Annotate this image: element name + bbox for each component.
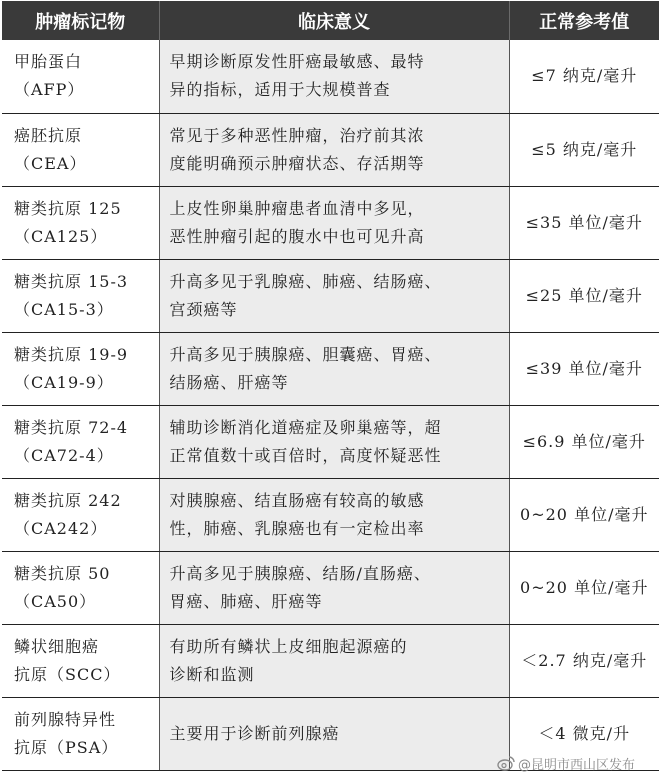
reference-value-cell: ≤39 单位/毫升 [509,332,659,405]
clinical-significance-cell [159,113,509,186]
significance-line: 早期诊断原发性肝癌最敏感、最特 [169,52,425,72]
significance-line: 升高多见于胰腺癌、胆囊癌、胃癌、 [169,344,442,364]
reference-value-cell: ≤25 单位/毫升 [509,259,659,332]
marker-name: 癌胚抗原 [14,125,83,145]
marker-abbr: （CA242） [14,518,108,538]
marker-name-cell [2,40,159,113]
marker-abbr: （CA125） [14,226,108,246]
reference-value-cell: ＜2.7 纳克/毫升 [509,624,659,697]
marker-name-cell [2,186,159,259]
reference-value-cell: ＜4 微克/升 [509,697,659,770]
table-row [2,186,659,259]
significance-line: 有助所有鳞状上皮细胞起源癌的 [169,636,408,656]
reference-value-cell: ≤5 纳克/毫升 [509,113,659,186]
marker-name-cell [2,259,159,332]
table-row [2,332,659,405]
clinical-significance-cell [159,259,509,332]
weibo-icon [497,755,515,771]
reference-value-cell: 0~20 单位/毫升 [509,551,659,624]
marker-name: 糖类抗原 19-9 [14,344,129,364]
clinical-significance-cell [159,40,509,113]
marker-name: 糖类抗原 50 [14,563,111,583]
significance-line: 正常值数十或百倍时，高度怀疑恶性 [169,445,442,465]
marker-abbr: （CEA） [14,153,87,173]
significance-line: 主要用于诊断前列腺癌 [169,723,340,743]
significance-line: 升高多见于乳腺癌、肺癌、结肠癌、 [169,271,442,291]
marker-abbr: （CA19-9） [14,372,114,392]
significance-line: 胃癌、肺癌、肝癌等 [169,591,323,611]
significance-line: 异的指标，适用于大规模普查 [169,80,391,100]
significance-line: 诊断和监测 [169,664,255,684]
marker-name-cell [2,697,159,770]
table-row [2,551,659,624]
marker-abbr: （CA15-3） [14,299,114,319]
marker-name: 糖类抗原 125 [14,198,122,218]
table-row [2,624,659,697]
marker-name-cell [2,113,159,186]
reference-value-cell: ≤6.9 单位/毫升 [509,405,659,478]
marker-abbr: （CA72-4） [14,445,114,465]
marker-name: 糖类抗原 242 [14,490,122,510]
tumor-marker-table-wrapper [2,1,659,778]
watermark-text: @昆明市西山区发布 [518,757,636,773]
header-reference-value: 正常参考值 [509,1,659,40]
reference-value-cell: 0~20 单位/毫升 [509,478,659,551]
watermark [497,750,657,776]
marker-name: 糖类抗原 15-3 [14,271,129,291]
significance-line: 升高多见于胰腺癌、结肠/直肠癌、 [169,563,431,583]
marker-name-cell [2,624,159,697]
table-row [2,113,659,186]
marker-abbr: 抗原（PSA） [14,737,119,757]
marker-abbr: （AFP） [14,80,85,100]
table-row [2,259,659,332]
significance-line: 恶性肿瘤引起的腹水中也可见升高 [169,226,425,246]
marker-name-cell [2,332,159,405]
clinical-significance-cell [159,186,509,259]
marker-name-cell [2,405,159,478]
marker-name-cell [2,478,159,551]
marker-name-cell [2,551,159,624]
clinical-significance-cell [159,551,509,624]
table-row [2,40,659,113]
table-row [2,478,659,551]
clinical-significance-cell [159,332,509,405]
clinical-significance-cell [159,478,509,551]
marker-name: 糖类抗原 72-4 [14,417,129,437]
reference-value-cell: ≤35 单位/毫升 [509,186,659,259]
significance-line: 结肠癌、肝癌等 [169,372,289,392]
significance-line: 上皮性卵巢肿瘤患者血清中多见， [169,198,425,218]
marker-abbr: （CA50） [14,591,97,611]
clinical-significance-cell [159,405,509,478]
reference-value-cell: ≤7 纳克/毫升 [509,40,659,113]
significance-line: 度能明确预示肿瘤状态、存活期等 [169,153,425,173]
clinical-significance-cell [159,697,509,770]
significance-line: 常见于多种恶性肿瘤，治疗前其浓 [169,125,425,145]
marker-abbr: 抗原（SCC） [14,664,121,684]
significance-line: 对胰腺癌、结直肠癌有较高的敏感 [169,490,425,510]
significance-line: 宫颈癌等 [169,299,238,319]
marker-name: 前列腺特异性 [14,709,117,729]
header-row [2,1,659,40]
header-marker: 肿瘤标记物 [2,1,159,40]
clinical-significance-cell [159,624,509,697]
significance-line: 辅助诊断消化道癌症及卵巢癌等，超 [169,417,442,437]
header-clinical-significance: 临床意义 [159,1,509,40]
significance-line: 性，肺癌、乳腺癌也有一定检出率 [169,518,425,538]
table-row [2,405,659,478]
marker-name: 鳞状细胞癌 [14,636,100,656]
marker-name: 甲胎蛋白 [14,52,83,72]
tumor-marker-table [2,1,659,771]
